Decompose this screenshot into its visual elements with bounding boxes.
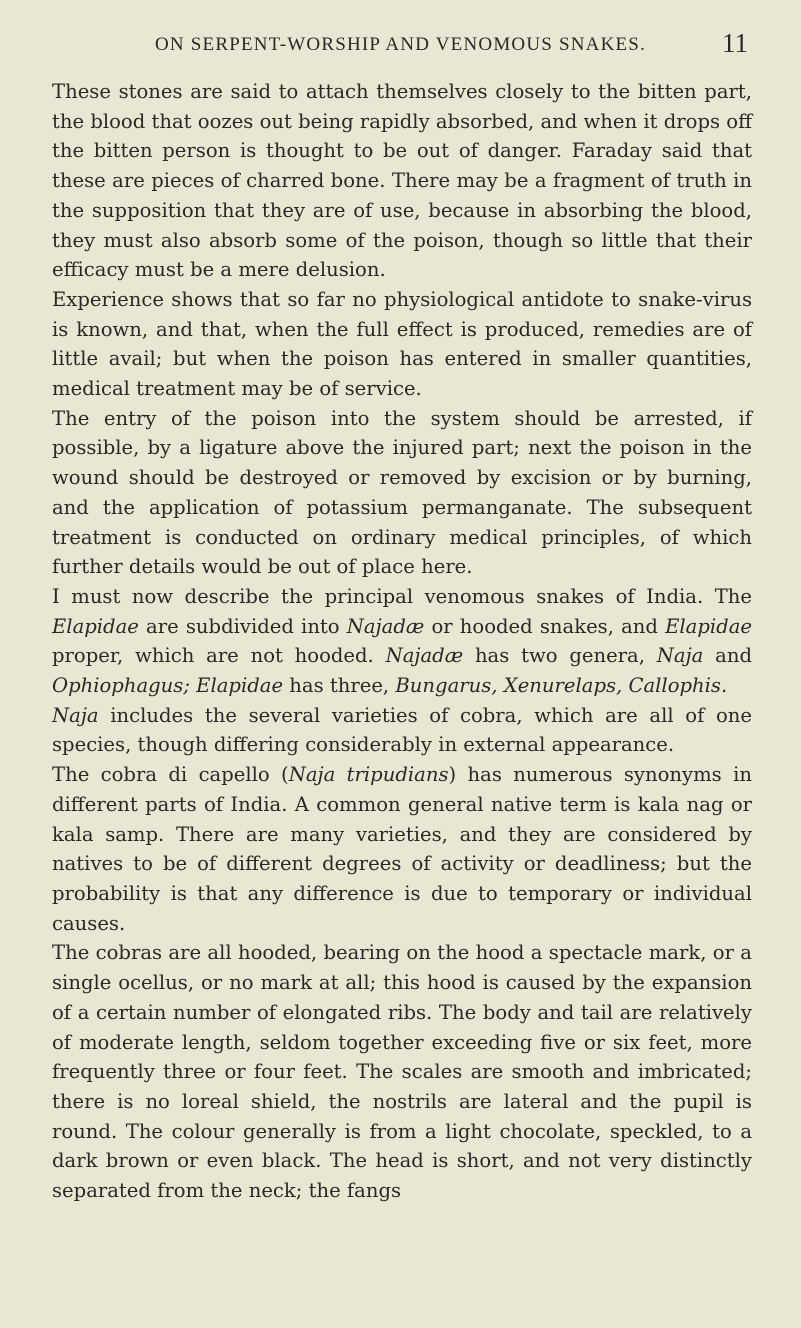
paragraph-text: The cobra di capello ( — [52, 763, 289, 787]
italic-text: Najadæ — [385, 644, 464, 668]
italic-text: Elapidae — [665, 614, 752, 638]
italic-text: Naja — [52, 703, 99, 727]
paragraph-text: The cobras are all hooded, bearing on the hood a spectacle mark, or a single ocellus, or no mark at all; this hood is caused by the expansion of a certain number of elongated ribs. The body and tail are relatively of moderate length, seldom together exceeding five or six feet, more frequently three or four feet. The scales are smooth and imbricated; there is no loreal shield, the nostrils are lateral and the pupil is round. The colour generally is from a light chocolate, speckled, to a dark brown or even black. The head is short, and not very distinctly separated from the neck; the fangs — [52, 941, 752, 1203]
paragraph-text: has two genera, — [463, 644, 657, 668]
body-text — [52, 77, 752, 1206]
paragraph — [52, 404, 752, 582]
italic-text: Najadæ — [346, 614, 425, 638]
paragraph-text: and — [703, 644, 753, 668]
italic-text: Ophiophagus; Elapidae — [52, 674, 284, 698]
paragraph-text: proper, which are not hooded. — [52, 644, 386, 668]
paragraph-text: includes the several varieties of cobra, which are all of one species, though differing considerably in external appearance. — [52, 703, 752, 757]
paragraph-text: ) has numerous synonyms in different parts of India. A common general native term is kala nag or kala samp. There are many varieties, and they are considered by natives to be of different degrees of activity or deadliness; but the probability is that any difference is due to temporary or individual causes. — [52, 763, 752, 935]
italic-text: Elapidae — [52, 614, 139, 638]
page-header — [0, 28, 801, 68]
paragraph — [52, 285, 752, 404]
paragraph-text: I must now describe the principal venomous snakes of India. The — [52, 584, 752, 608]
paragraph — [52, 77, 752, 285]
italic-text: Bungarus, Xenurelaps, Callophis. — [395, 674, 728, 698]
paragraph-text: are subdivided into — [138, 614, 347, 638]
paragraph — [52, 938, 752, 1205]
paragraph — [52, 760, 752, 938]
italic-text: Naja — [656, 644, 704, 668]
paragraph-text: or hooded snakes, and — [424, 614, 666, 638]
paragraph — [52, 701, 752, 760]
paragraph — [52, 582, 752, 701]
running-title: ON SERPENT-WORSHIP AND VENOMOUS SNAKES. — [154, 34, 647, 55]
paragraph-text: These stones are said to attach themselves closely to the bitten part, the blood that oozes out being rapidly absorbed, and when it drops off the bitten person is thought to be out of danger. Faraday said that these are pieces of charred bone. There may be a fragment of truth in the supposition that they are of use, because in absorbing the blood, they must also absorb some of the poison, though so little that their efficacy must be a mere delusion. — [52, 80, 752, 282]
paragraph-text: has three, — [283, 674, 396, 698]
paragraph-text: The entry of the poison into the system should be arrested, if possible, by a ligature above the injured part; next the poison in the wound should be destroyed or removed by excision or by burning, and the application of potassium permanganate. The subsequent treatment is conducted on ordinary medical principles, of which further details would be out of place here. — [52, 406, 752, 579]
paragraph-text: Experience shows that so far no physiological antidote to snake-virus is known, and that, when the full effect is produced, remedies are of little avail; but when the poison has entered in smaller quantities, medical treatment may be of service. — [52, 287, 752, 401]
page-number: 11 — [722, 28, 748, 58]
italic-text: Naja tripudians — [288, 763, 449, 787]
